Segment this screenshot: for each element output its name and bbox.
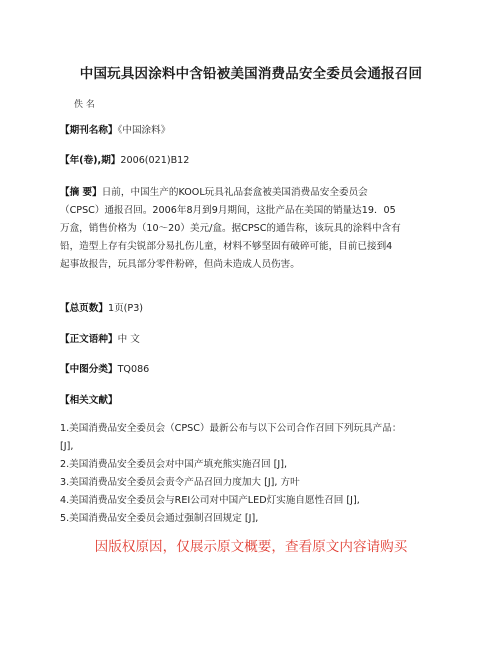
copyright-notice: 因版权原因，仅展示原文概要，查看原文内容请购买 [94, 539, 408, 555]
pages-label: 【总页数】 [60, 303, 108, 314]
abstract [60, 184, 455, 274]
abstract-line: 铅，造型上存有尖锐部分易扎伤儿童，材料不够坚固有破碎可能，目前已接到4 [60, 241, 393, 252]
reference-item[interactable]: 5.美国消费品安全委员会通过强制召回规定 [J], [60, 513, 259, 524]
classification-value: TQ086 [117, 364, 150, 375]
language-field [60, 334, 140, 346]
year-issue-field [60, 155, 189, 167]
classification-field [60, 364, 149, 376]
journal-label: 【期刊名称】 [60, 125, 118, 136]
year-issue-value: 2006(021)B12 [120, 155, 190, 166]
pages-value: 1页(P3) [107, 303, 144, 314]
year-issue-label: 【年(卷),期】 [60, 155, 121, 166]
related-label: 【相关文献】 [60, 395, 118, 406]
reference-item[interactable]: 4.美国消费品安全委员会与REI公司对中国产LED灯实施自愿性召回 [J], [60, 495, 360, 506]
abstract-line: （CPSC）通报召回。2006年8月到9月期间，这批产品在美国的销量达19．05 [60, 205, 396, 216]
reference-item[interactable]: 2.美国消费品安全委员会对中国产填充熊实施召回 [J], [60, 459, 288, 470]
reference-item[interactable]: 3.美国消费品安全委员会责令产品召回力度加大 [J], 方叶 [60, 477, 300, 488]
reference-list [60, 420, 460, 528]
abstract-line: 起事故报告，玩具部分零件粉碎，但尚未造成人员伤害。 [60, 259, 300, 270]
pages-field [60, 303, 143, 315]
article-title: 中国玩具因涂料中含铅被美国消费品安全委员会通报召回 [79, 66, 423, 82]
classification-label: 【中图分类】 [60, 364, 118, 375]
journal-value: 《中国涂料》 [117, 125, 171, 136]
journal-field [60, 125, 170, 137]
author: 佚 名 [74, 100, 95, 110]
abstract-label: 【摘 要】 [60, 187, 102, 198]
abstract-line: 【摘 要】日前，中国生产的KOOL玩具礼品套盒被美国消费品安全委员会 [60, 187, 368, 198]
abstract-line: 万盒，销售价格为（10～20）美元/盒。据CPSC的通告称，该玩具的涂料中含有 [60, 223, 401, 234]
language-label: 【正文语种】 [60, 334, 118, 345]
language-value: 中 文 [117, 334, 140, 345]
related-field [60, 395, 118, 407]
reference-item: [J], [60, 441, 74, 452]
reference-item[interactable]: 1.美国消费品安全委员会（CPSC）最新公布与以下公司合作召回下列玩具产品： [60, 423, 402, 434]
